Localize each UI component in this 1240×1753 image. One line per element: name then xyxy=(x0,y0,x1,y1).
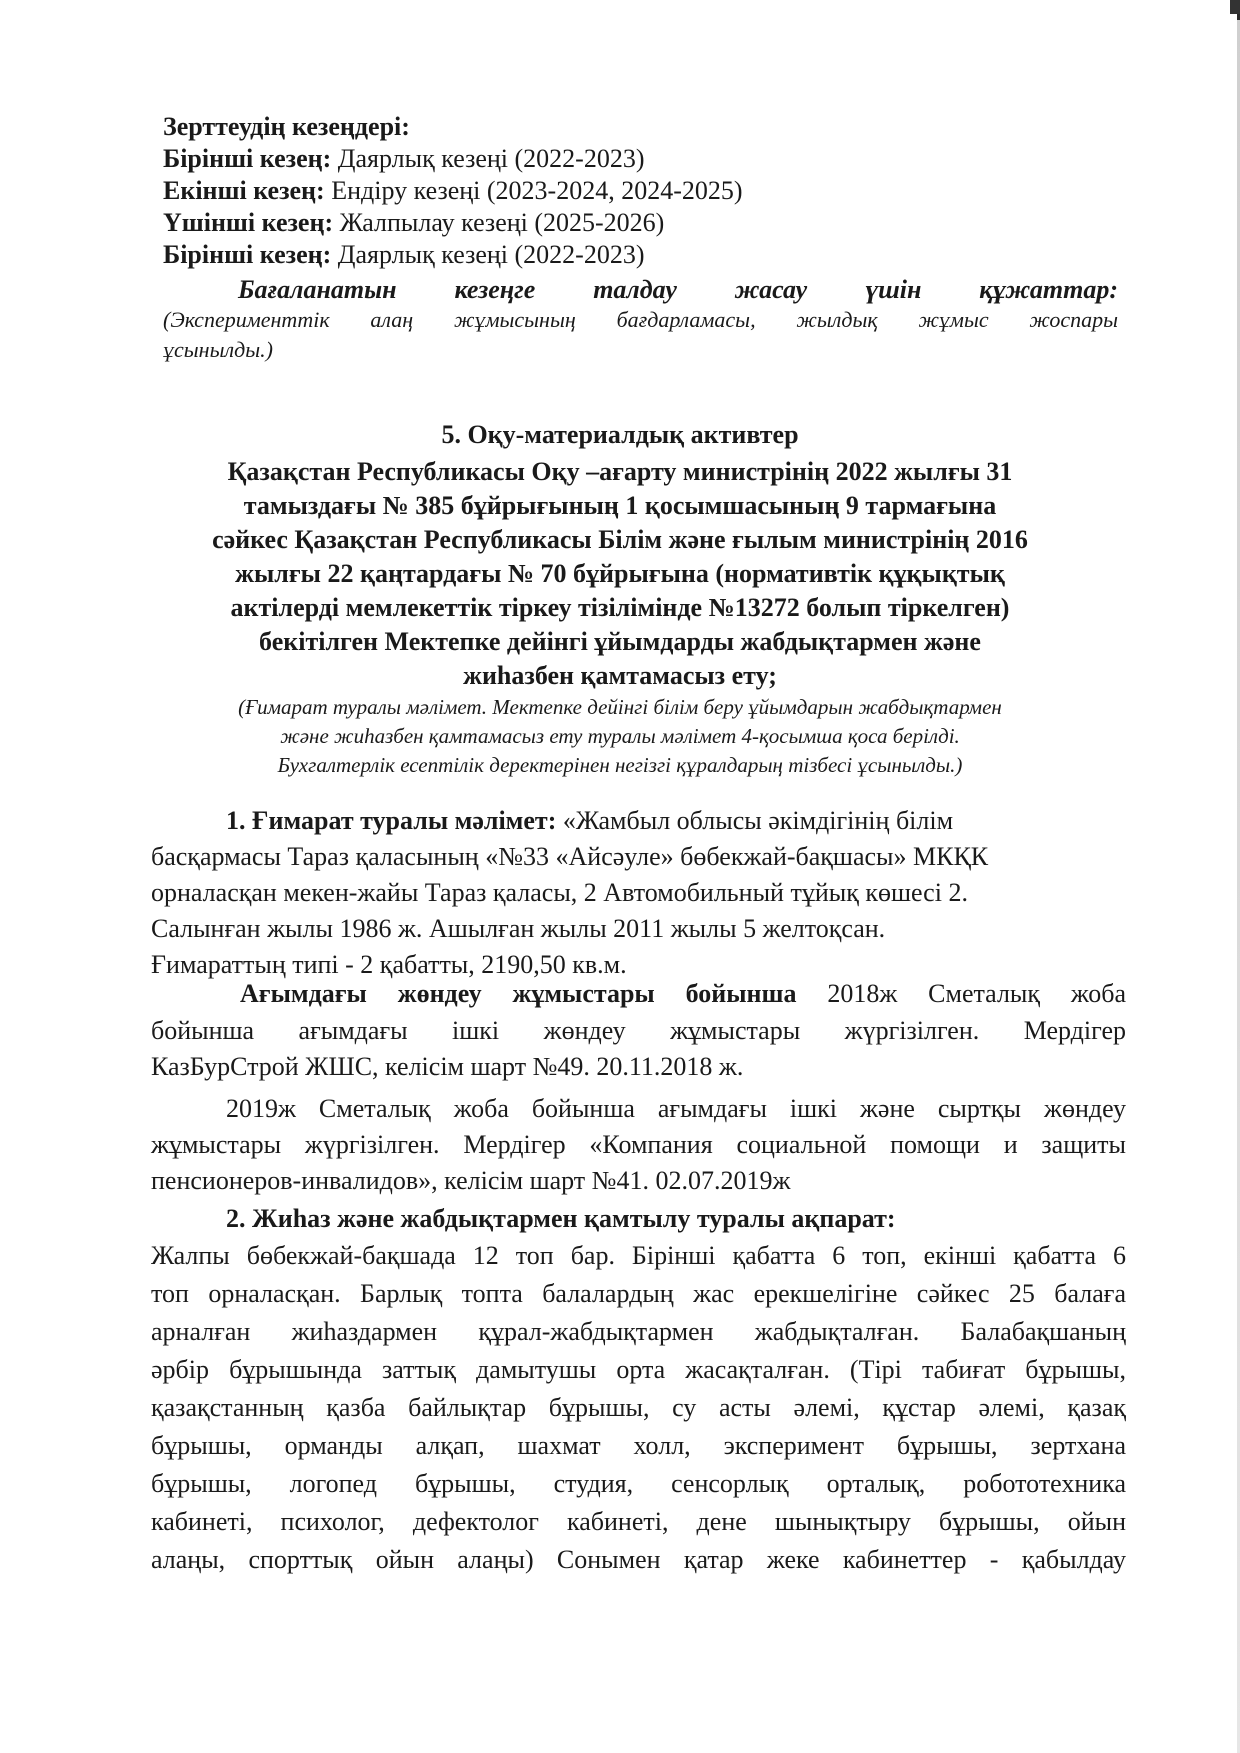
building-line: Салынған жылы 1986 ж. Ашылған жылы 2011 жылы 5 желтоқсан. xyxy=(151,914,886,943)
furniture-line: қазақстанның қазба байлықтар бұрышы, су асты әлемі, құстар әлемі, қазақ xyxy=(151,1393,1126,1422)
scan-corner-mark xyxy=(1230,0,1240,14)
repairs-line: КазБурСтрой ЖШС, келісім шарт №49. 20.11.2018 ж. xyxy=(151,1052,744,1081)
repairs-line: бойынша ағымдағы ішкі жөндеу жұмыстары жүргізілген. Мердігер xyxy=(151,1016,1126,1045)
building-line: Ғимараттың типі - 2 қабатты, 2190,50 кв.м. xyxy=(151,950,627,979)
building-line: басқармасы Тараз қаласының «№33 «Айсәуле» бөбекжай-бақшасы» МКҚК xyxy=(151,842,989,871)
stage-label: Үшінші кезең: xyxy=(163,208,334,237)
building-label: 1. Ғимарат туралы мәлімет: xyxy=(226,806,557,835)
docs-note-line: (Эксперименттік алаң жұмысының бағдарламасы, жылдық жұмыс жоспары xyxy=(163,307,1118,332)
section-title: 5. Оқу-материалдық активтер xyxy=(441,420,799,449)
stage-text: Даярлық кезеңі (2022-2023) xyxy=(331,144,645,173)
section-body-line: сәйкес Қазақстан Республикасы Білім және ғылым министрінің 2016 xyxy=(212,525,1028,554)
stage-label: Бірінші кезең: xyxy=(163,240,332,269)
furniture-line: алаңы, спорттық ойын алаңы) Сонымен қатар жеке кабинеттер - қабылдау xyxy=(151,1545,1126,1574)
repairs-first-line xyxy=(240,978,1126,1010)
furniture-line: бұрышы, логопед бұрышы, студия, сенсорлық орталық, робототехника xyxy=(151,1469,1126,1498)
repairs-p2-line: пенсионеров-инвалидов», келісім шарт №41. 02.07.2019ж xyxy=(151,1166,791,1195)
stage-text: Жалпылау кезеңі (2025-2026) xyxy=(333,208,665,237)
stage-label: Бірінші кезең: xyxy=(163,144,332,173)
section-body-line: Қазақстан Республикасы Оқу –ағарту министрінің 2022 жылғы 31 xyxy=(227,457,1013,486)
stage-text: Ендіру кезеңі (2023-2024, 2024-2025) xyxy=(324,176,743,205)
section-body-line: актілерді мемлекеттік тіркеу тізілімінде №13272 болып тіркелген) xyxy=(230,593,1010,622)
repairs-text: 2018ж Сметалық жоба xyxy=(796,979,1126,1008)
docs-note-line: ұсынылды.) xyxy=(163,337,273,362)
section-note-line: (Ғимарат туралы мәлімет. Мектепке дейінгі білім беру ұйымдарын жабдықтармен xyxy=(238,695,1002,719)
section-body-line: жылғы 22 қаңтардағы № 70 бұйрығына (нормативтік құқықтық xyxy=(235,559,1005,588)
building-text: «Жамбыл облысы әкімдігінің білім xyxy=(556,806,954,835)
stage-item xyxy=(163,239,645,271)
repairs-p2-line: жұмыстары жүргізілген. Мердігер «Компания социальной помощи и защиты xyxy=(151,1130,1126,1159)
furniture-heading: 2. Жиһаз және жабдықтармен қамтылу туралы ақпарат: xyxy=(226,1204,896,1233)
furniture-line: арналған жиһаздармен құрал-жабдықтармен жабдықталған. Балабақшаның xyxy=(151,1317,1126,1346)
stage-text: Даярлық кезеңі (2022-2023) xyxy=(331,240,645,269)
section-body-line: тамыздағы № 385 бұйрығының 1 қосымшасының 9 тармағына xyxy=(243,491,997,520)
section-body-line: бекітілген Мектепке дейінгі ұйымдарды жабдықтармен және xyxy=(259,627,981,656)
stage-item xyxy=(163,207,664,239)
building-line: орналасқан мекен-жайы Тараз қаласы, 2 Автомобильный тұйық көшесі 2. xyxy=(151,878,968,907)
stage-label: Екінші кезең: xyxy=(163,176,325,205)
furniture-line: бұрышы, орманды алқап, шахмат холл, эксперимент бұрышы, зертхана xyxy=(151,1431,1126,1460)
stage-item xyxy=(163,143,645,175)
docs-heading: Бағаланатын кезеңге талдау жасау үшін құжаттар: xyxy=(238,275,1118,304)
repairs-p2-line: 2019ж Сметалық жоба бойынша ағымдағы ішкі және сыртқы жөндеу xyxy=(226,1094,1126,1123)
section-body-line: жиһазбен қамтамасыз ету; xyxy=(463,661,777,690)
stage-item xyxy=(163,175,743,207)
furniture-line: топ орналасқан. Барлық топта балалардың жас ерекшелігіне сәйкес 25 балаға xyxy=(151,1279,1126,1308)
furniture-line: Жалпы бөбекжай-бақшада 12 топ бар. Бірінші қабатта 6 топ, екінші қабатта 6 xyxy=(151,1241,1126,1270)
building-first-line xyxy=(226,805,953,837)
section-note-line: Бухгалтерлік есептілік деректерінен негізгі құралдарың тізбесі ұсынылды.) xyxy=(277,753,963,777)
stages-heading: Зерттеудің кезеңдері: xyxy=(163,112,410,141)
repairs-label: Ағымдағы жөндеу жұмыстары бойынша xyxy=(240,979,797,1008)
furniture-line: кабинеті, психолог, дефектолог кабинеті, дене шынықтыру бұрышы, ойын xyxy=(151,1507,1126,1536)
furniture-line: әрбір бұрышында заттық дамытушы орта жасақталған. (Тірі табиғат бұрышы, xyxy=(151,1355,1126,1384)
section-note-line: және жиһазбен қамтамасыз ету туралы мәлімет 4-қосымша қоса берілді. xyxy=(280,724,960,748)
